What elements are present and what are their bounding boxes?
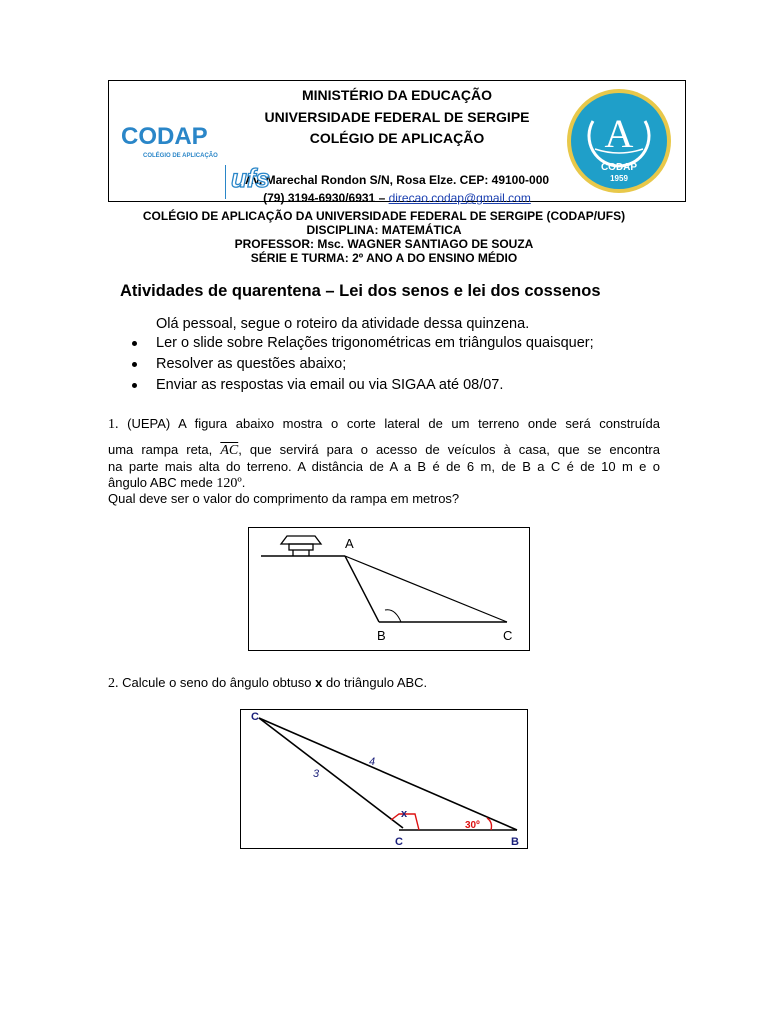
list-item: Ler o slide sobre Relações trigonométricas em triângulos quaisquer; bbox=[130, 333, 594, 354]
seal-year: 1959 bbox=[610, 174, 628, 183]
label-x: x bbox=[401, 808, 408, 820]
question1-line3: na parte mais alta do terreno. A distância de A a B é de 6 m, de B a C é de 10 m e o bbox=[108, 459, 660, 474]
class-line: SÉRIE E TURMA: 2º ANO A DO ENSINO MÉDIO bbox=[250, 251, 518, 265]
question1-number: 1. bbox=[108, 417, 119, 432]
university-line: UNIVERSIDADE FEDERAL DE SERGIPE bbox=[264, 109, 530, 125]
codap-seal-icon bbox=[565, 87, 673, 195]
question1-line4 bbox=[108, 475, 660, 492]
label-side-3: 3 bbox=[313, 768, 320, 780]
side-4 bbox=[259, 718, 517, 830]
angle-value: 120º bbox=[216, 476, 242, 491]
label-a: A bbox=[345, 536, 354, 551]
label-b: B bbox=[511, 836, 519, 848]
page-title: Atividades de quarentena – Lei dos senos e lei dos cossenos bbox=[120, 282, 601, 300]
codap-logo bbox=[121, 121, 271, 193]
seal-letter: A bbox=[604, 111, 634, 156]
label-b: B bbox=[377, 628, 386, 643]
house-roof-icon bbox=[281, 536, 321, 544]
intro-text: Olá pessoal, segue o roteiro da atividade dessa quinzena. bbox=[156, 316, 530, 332]
codap-logo-subtitle: COLÉGIO DE APLICAÇÃO bbox=[143, 153, 218, 159]
list-item: Resolver as questões abaixo; bbox=[130, 354, 594, 375]
question1-line2 bbox=[108, 442, 660, 459]
address-line: Av. Marechal Rondon S/N, Rosa Elze. CEP: 49100-000 bbox=[244, 173, 550, 187]
label-c: C bbox=[503, 628, 513, 643]
label-top-c: C bbox=[251, 711, 259, 723]
angle-30-arc bbox=[487, 818, 492, 830]
segment-ac: $\overline{AC}$ bbox=[220, 443, 239, 458]
discipline-line: DISCIPLINA: MATEMÁTICA bbox=[306, 223, 462, 237]
question1-line2b: , que servirá para o acesso de veículos à casa, que se encontra bbox=[238, 442, 660, 457]
question1-line2a: uma rampa reta, bbox=[108, 442, 213, 457]
codap-logo-brand: CODAP bbox=[121, 123, 208, 150]
terrain-diagram bbox=[249, 528, 529, 650]
house-body bbox=[289, 544, 313, 550]
side-3 bbox=[259, 718, 403, 828]
question1-line4b: . bbox=[241, 475, 246, 490]
ufs-logo: ufs bbox=[231, 163, 270, 193]
angle-arc-b bbox=[385, 610, 401, 622]
task-list bbox=[130, 333, 594, 396]
phone-text: (79) 3194-6930/6931 – bbox=[263, 191, 386, 205]
terrain-figure bbox=[248, 527, 530, 651]
list-item: Enviar as respostas via email ou via SIGAA até 08/07. bbox=[130, 375, 594, 396]
triangle-figure bbox=[240, 709, 528, 849]
seal-name: CODAP bbox=[600, 162, 638, 173]
logo-divider bbox=[225, 165, 226, 199]
letterhead bbox=[108, 80, 686, 205]
label-side-4: 4 bbox=[369, 756, 376, 768]
question2-text-b: do triângulo ABC. bbox=[325, 675, 428, 690]
question1-line5: Qual deve ser o valor do comprimento da rampa em metros? bbox=[108, 491, 460, 506]
question2-number: 2. bbox=[108, 676, 119, 691]
triangle-diagram bbox=[241, 710, 527, 848]
question2-line bbox=[108, 675, 660, 692]
ministry-line: MINISTÉRIO DA EDUCAÇÃO bbox=[301, 87, 493, 103]
email-link[interactable]: direcao.codap@gmail.com bbox=[388, 191, 531, 205]
question2-text-a: Calcule o seno do ângulo obtuso bbox=[122, 675, 312, 690]
school-info-line: COLÉGIO DE APLICAÇÃO DA UNIVERSIDADE FEDERAL DE SERGIPE (CODAP/UFS) bbox=[142, 209, 626, 223]
professor-line: PROFESSOR: Msc. WAGNER SANTIAGO DE SOUZA bbox=[234, 237, 534, 251]
question1-line4a: ângulo ABC mede bbox=[108, 475, 213, 490]
question1-line1-text: (UEPA) A figura abaixo mostra o corte lateral de um terreno onde será construída bbox=[127, 416, 660, 431]
college-line: COLÉGIO DE APLICAÇÃO bbox=[309, 130, 485, 146]
side-ab bbox=[345, 556, 379, 622]
question2-var: x bbox=[315, 675, 323, 690]
label-angle-30: 30º bbox=[465, 820, 480, 831]
question1-line1 bbox=[108, 416, 660, 433]
label-bottom-c: C bbox=[395, 836, 403, 848]
ramp-ac bbox=[345, 556, 507, 622]
